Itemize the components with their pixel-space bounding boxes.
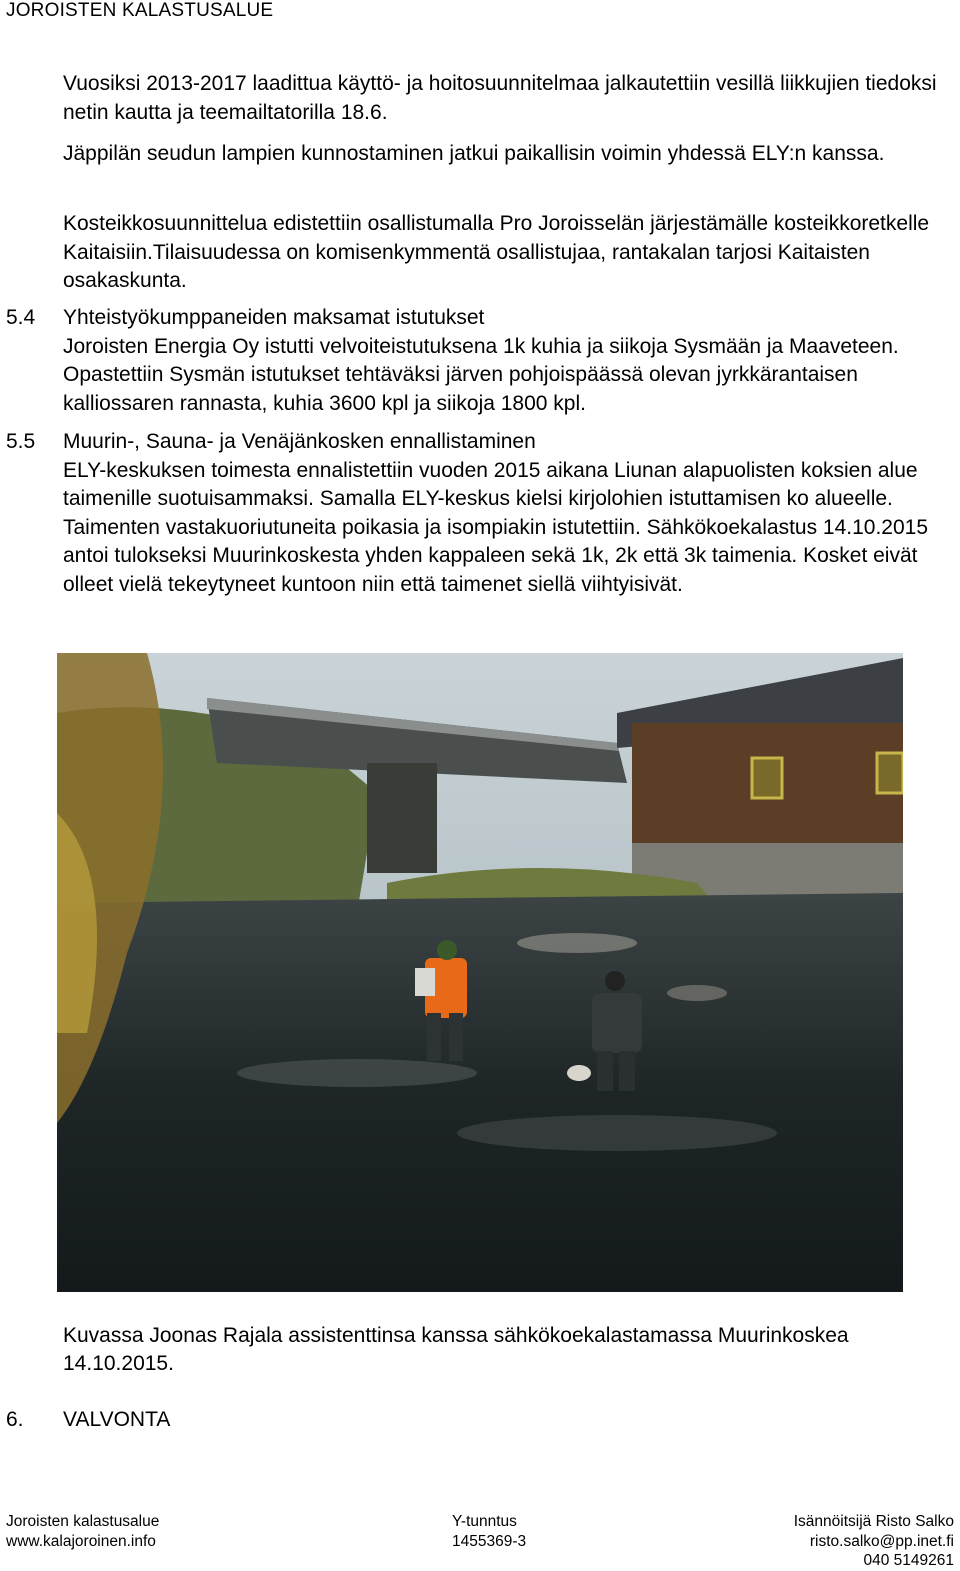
section-6-title: VALVONTA (63, 1408, 171, 1431)
footer-email: risto.salko@pp.inet.fi (809, 1532, 954, 1550)
section-5-4-text: Joroisten Energia Oy istutti velvoiteistutuksena 1k kuhia ja siikoja Sysmään ja Maaveteen. Opastettiin Sysmän istutukset tehtäväksi järven pohjoispäässä olevan jyrkkärantaisen kalliossaren rannasta, kuhia 3600 kpl ja siikoja 1800 kpl. (63, 334, 899, 415)
footer-contact-name: Isännöitsijä Risto Salko (793, 1513, 954, 1530)
section-5-5 (63, 428, 953, 599)
footer-middle (452, 1512, 526, 1551)
footer-website: www.kalajoroinen.info (6, 1532, 156, 1550)
footer-left (6, 1512, 159, 1551)
river-photo (57, 653, 903, 1292)
section-5-4-title: Yhteistyökumppaneiden maksamat istutukset (63, 306, 485, 329)
photo-caption: Kuvassa Joonas Rajala assistenttinsa kanssa sähkökoekalastamassa Muurinkoskea 14.10.2015. (63, 1324, 849, 1375)
paragraph-ponds: Jäppilän seudun lampien kunnostaminen jatkui paikallisin voimin yhdessä ELY:n kanssa. (63, 142, 885, 165)
section-5-5-text: ELY-keskuksen toimesta ennalistettiin vuoden 2015 aikana Liunan alapuolisten koksien alue taimenille suotuisammaksi. Samalla ELY-keskus kielsi kirjolohien istuttamisen ko alueelle. Taimenten vastakuoriutuneita poikasia ja isompiakin istutettiin. Sähkökoekalastus 14.10.2015 antoi tulokseksi Muurinkoskesta yhden kappaleen sekä 1k, 2k että 3k taimenia. Kosket eivät olleet vielä tekeytyneet kuntoon niin että taimenet siellä viihtyisivät. (63, 458, 929, 596)
section-number-6: 6. (6, 1408, 24, 1431)
footer-phone: 040 5149261 (863, 1552, 954, 1569)
footer-org-name: Joroisten kalastusalue (6, 1513, 160, 1530)
footer-right (794, 1512, 954, 1571)
paragraph-plan: Vuosiksi 2013-2017 laadittua käyttö- ja hoitosuunnitelmaa jalkautettiin vesillä liikkujien tiedoksi netin kautta ja teemailtatorilla 18.6. (63, 72, 937, 124)
section-5-4 (63, 304, 953, 418)
section-number-5-4: 5.4 (6, 306, 36, 329)
page-header-title: JOROISTEN KALASTUSALUE (6, 0, 274, 21)
paragraph-wetland: Kosteikkosuunnittelua edistettiin osallistumalla Pro Joroisselän järjestämälle kosteikkoretkelle Kaitaisiin.Tilaisuudessa on komisenkymmentä osallistujaa, rantakalan tarjosi Kaitaisten osakaskunta. (63, 212, 930, 292)
footer-business-id-label: Y-tunntus (452, 1513, 517, 1530)
footer-business-id: 1455369-3 (452, 1532, 527, 1550)
section-5-5-title: Muurin-, Sauna- ja Venäjänkosken ennallistaminen (63, 430, 536, 453)
section-number-5-5: 5.5 (6, 430, 36, 453)
